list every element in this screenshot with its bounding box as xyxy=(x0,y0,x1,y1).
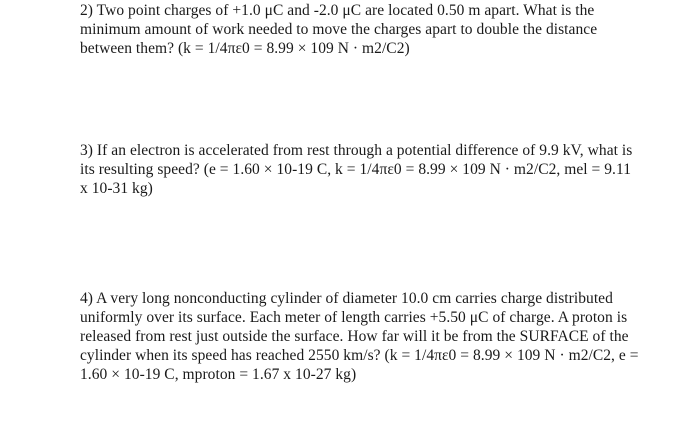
problem-3-line-3: x 10-31 kg) xyxy=(80,180,153,197)
problem-4-line-2: uniformly over its surface. Each meter of length carries +5.50 μC of charge. A proton is xyxy=(80,309,628,326)
problem-4-line-5: 1.60 × 10-19 C, mproton = 1.67 x 10-27 kg) xyxy=(80,366,357,383)
problem-2-line-3: between them? (k = 1/4πε0 = 8.99 × 109 N · m2/C2) xyxy=(80,40,410,57)
problem-4-line-3: released from rest just outside the surface. How far will it be from the SURFACE of the xyxy=(80,328,629,345)
problem-3-line-1: 3) If an electron is accelerated from rest through a potential difference of 9.9 kV, what is xyxy=(80,142,633,159)
problem-3-line-2: its resulting speed? (e = 1.60 × 10-19 C, k = 1/4πε0 = 8.99 × 109 N · m2/C2, mel = 9.11 xyxy=(80,161,632,178)
problem-2 xyxy=(80,1,670,58)
problem-4-line-1: 4) A very long nonconducting cylinder of diameter 10.0 cm carries charge distributed xyxy=(80,290,613,307)
problem-3 xyxy=(80,141,670,198)
problem-4-line-4: cylinder when its speed has reached 2550 km/s? (k = 1/4πε0 = 8.99 × 109 N · m2/C2, e = xyxy=(80,347,639,364)
problem-2-line-1: 2) Two point charges of +1.0 μC and -2.0 μC are located 0.50 m apart. What is the xyxy=(80,2,595,19)
problem-2-line-2: minimum amount of work needed to move the charges apart to double the distance xyxy=(80,21,598,38)
problem-4 xyxy=(80,289,670,384)
